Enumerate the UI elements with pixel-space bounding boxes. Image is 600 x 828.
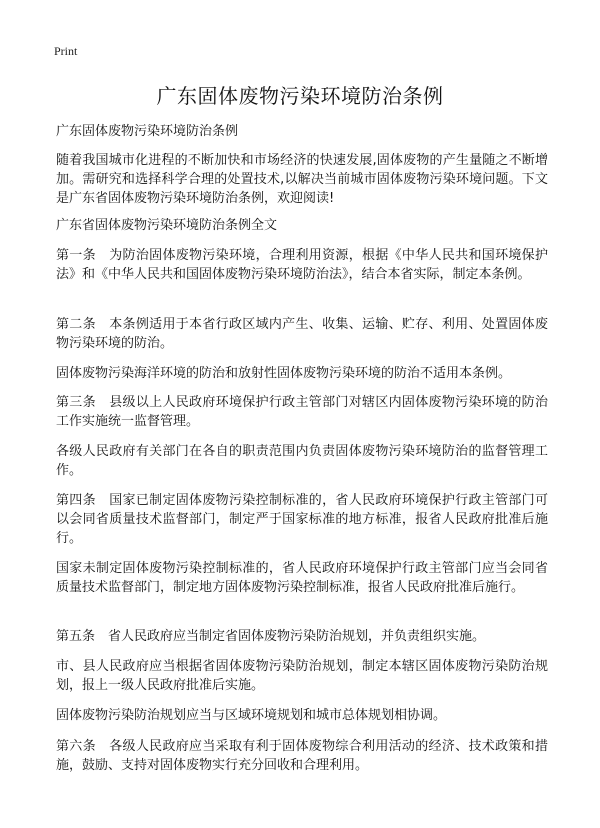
fulltext-heading: 广东省固体废物污染环境防治条例全文 [56, 218, 278, 233]
article-3-note: 各级人民政府有关部门在各自的职责范围内负责固体废物污染环境防治的监督管理工作。 [56, 444, 548, 478]
print-link[interactable]: Print [54, 44, 78, 58]
article-3: 第三条 县级以上人民政府环境保护行政主管部门对辖区内固体废物污染环境的防治工作实施统一监督管理。 [56, 395, 548, 429]
article-1: 第一条 为防治固体废物污染环境，合理利用资源，根据《中华人民共和国环境保护法》和《中华人民共和国固体废物污染环境防治法》，结合本省实际，制定本条例。 [56, 248, 548, 282]
article-4: 第四条 国家已制定固体废物污染控制标准的，省人民政府环境保护行政主管部门可以会同省质量技术监督部门，制定严于国家标准的地方标准，报省人民政府批准后施行。 [56, 493, 548, 546]
article-2-note: 固体废物污染海洋环境的防治和放射性固体废物污染环境的防治不适用本条例。 [56, 366, 512, 381]
article-2: 第二条 本条例适用于本省行政区域内产生、收集、运输、贮存、利用、处置固体废物污染环境的防治。 [56, 317, 548, 351]
intro-paragraph: 随着我国城市化进程的不断加快和市场经济的快速发展,固体废物的产生量随之不断增加。需研究和选择科学合理的处置技术,以解决当前城市固体废物污染环境问题。下文是广东省固体废物污染环境防治条例，欢迎阅读! [56, 153, 548, 206]
article-5-note-2: 固体废物污染防治规划应当与区域环境规划和城市总体规划相协调。 [56, 708, 447, 723]
article-4-note: 国家未制定固体废物污染控制标准的，省人民政府环境保护行政主管部门应当会同省质量技术监督部门，制定地方固体废物污染控制标准，报省人民政府批准后施行。 [56, 561, 548, 595]
article-5: 第五条 省人民政府应当制定省固体废物污染防治规划，并负责组织实施。 [56, 629, 486, 644]
article-6: 第六条 各级人民政府应当采取有利于固体废物综合利用活动的经济、技术政策和措施，鼓励、支持对固体废物实行充分回收和合理利用。 [56, 739, 548, 773]
subtitle: 广东固体废物污染环境防治条例 [56, 124, 239, 139]
page-title: 广东固体废物污染环境防治条例 [156, 84, 444, 108]
article-5-note-1: 市、县人民政府应当根据省固体废物污染防治规划，制定本辖区固体废物污染防治规划，报上一级人民政府批准后实施。 [56, 659, 548, 693]
